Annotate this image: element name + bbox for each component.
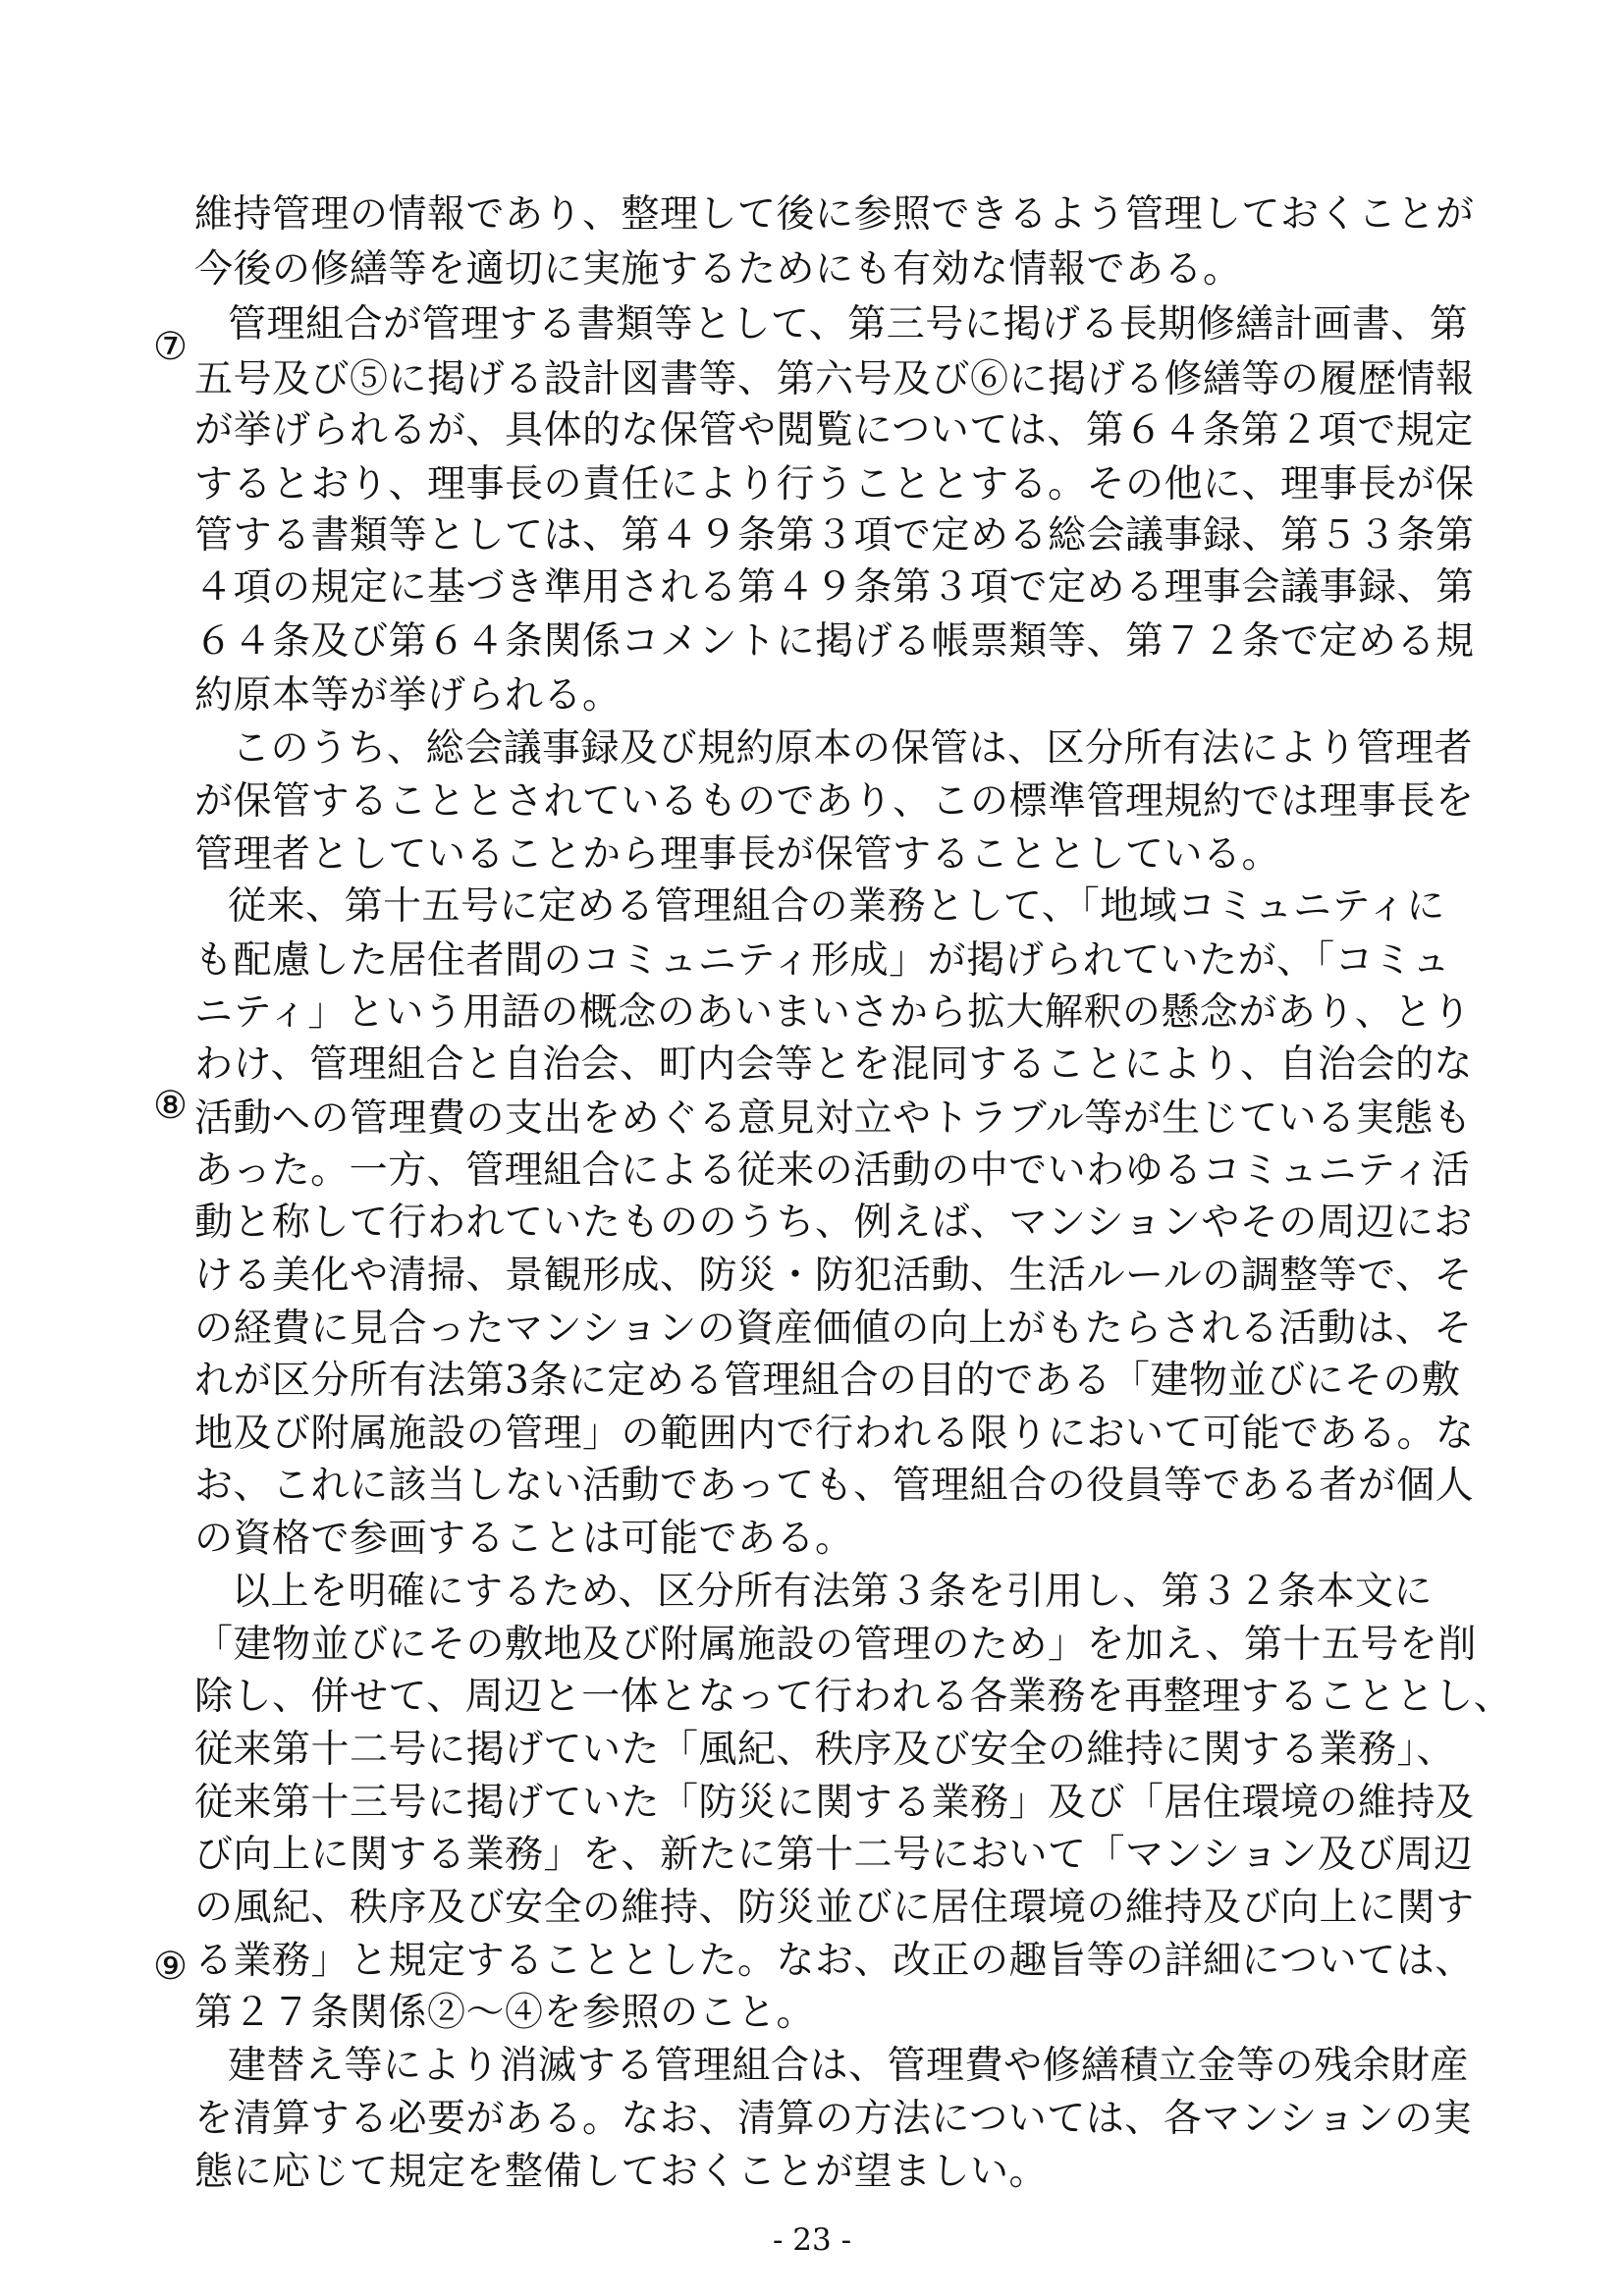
text-line: れが区分所有法第3条に定める管理組合の目的である「建物並びにその敷 <box>194 1359 1461 1403</box>
page-number: - 23 - <box>772 2222 852 2258</box>
text-line: 管する書類等としては、第４９条第３項で定める総会議事録、第５３条第 <box>194 513 1475 558</box>
text-line: ６４条及び第６４条関係コメントに掲げる帳票類等、第７２条で定める規 <box>194 619 1475 664</box>
text-line: も配慮した居住者間のコミュニティ形成」が掲げられていたが、「コミュ <box>194 938 1451 983</box>
text-line: 従来第十三号に掲げていた「防災に関する業務」及び「居住環境の維持及 <box>194 1781 1475 1825</box>
text-line: る業務」と規定することとした。なお、改正の趣旨等の詳細については、 <box>194 1939 1474 1983</box>
text-line: 五号及び⑤に掲げる設計図書等、第六号及び⑥に掲げる修繕等の履歴情報 <box>194 357 1475 401</box>
text-line: 管理組合が管理する書類等として、第三号に掲げる長期修繕計画書、第 <box>228 302 1469 347</box>
text-line: あった。一方、管理組合による従来の活動の中でいわゆるコミュニティ活 <box>194 1148 1471 1193</box>
text-line: 以上を明確にするため、区分所有法第３条を引用し、第３２条本文に <box>232 1570 1433 1614</box>
text-line: が保管することとされているものであり、この標準管理規約では理事長を <box>194 779 1475 824</box>
text-line: の経費に見合ったマンションの資産価値の向上がもたらされる活動は、そ <box>194 1307 1473 1351</box>
item-number-9: ⑨ <box>153 1945 188 1989</box>
text-line: わけ、管理組合と自治会、町内会等とを混同することにより、自治会的な <box>194 1042 1473 1087</box>
text-line: 地及び附属施設の管理」の範囲内で行われる限りにおいて可能である。な <box>194 1412 1475 1456</box>
text-line: の風紀、秩序及び安全の維持、防災並びに居住環境の維持及び向上に関す <box>194 1886 1475 1930</box>
text-line: 従来第十二号に掲げていた「風紀、秩序及び安全の維持に関する業務」、 <box>194 1728 1456 1772</box>
text-line: ニティ」という用語の概念のあいまいさから拡大解釈の懸念があり、とり <box>194 990 1472 1035</box>
item-number-7: ⑦ <box>153 325 188 369</box>
text-line: び向上に関する業務」を、新たに第十二号において「マンション及び周辺 <box>194 1833 1473 1877</box>
text-line: するとおり、理事長の責任により行うこととする。その他に、理事長が保 <box>194 462 1475 507</box>
text-line: 維持管理の情報であり、整理して後に参照できるよう管理しておくことが <box>194 192 1475 237</box>
text-line: 今後の修繕等を適切に実施するためにも有効な情報である。 <box>194 247 1242 292</box>
text-line: が挙げられるが、具体的な保管や閲覧については、第６４条第２項で規定 <box>194 408 1474 453</box>
text-line: お、これに該当しない活動であっても、管理組合の役員等である者が個人 <box>194 1464 1475 1508</box>
text-line: 動と称して行われていたもののうち、例えば、マンションやその周辺にお <box>194 1201 1473 1245</box>
item-number-8: ⑧ <box>153 1084 188 1128</box>
text-line: 建替え等により消滅する管理組合は、管理費や修繕積立金等の残余財産 <box>228 2044 1470 2088</box>
text-line: このうち、総会議事録及び規約原本の保管は、区分所有法により管理者 <box>232 726 1474 771</box>
text-line: 約原本等が挙げられる。 <box>194 673 622 718</box>
text-line: を清算する必要がある。なお、清算の方法については、各マンションの実 <box>194 2097 1472 2141</box>
text-line: の資格で参画することは可能である。 <box>194 1517 854 1561</box>
text-line: 除し、併せて、周辺と一体となって行われる各業務を再整理することとし、 <box>194 1675 1513 1719</box>
text-line: 態に応じて規定を整備しておくことが望ましい。 <box>194 2150 1049 2194</box>
text-line: ける美化や清掃、景観形成、防災・防犯活動、生活ルールの調整等で、そ <box>194 1254 1473 1298</box>
text-line: 従来、第十五号に定める管理組合の業務として、「地域コミュニティに <box>228 884 1445 929</box>
text-line: ４項の規定に基づき準用される第４９条第３項で定める理事会議事録、第 <box>194 565 1475 610</box>
text-line: 活動への管理費の支出をめぐる意見対立やトラブル等が生じている実態も <box>194 1096 1473 1141</box>
text-line: 「建物並びにその敷地及び附属施設の管理のため」を加え、第十五号を削 <box>194 1623 1477 1667</box>
text-line: 第２７条関係②～④を参照のこと。 <box>194 1991 816 2035</box>
text-line: 管理者としていることから理事長が保管することとしている。 <box>194 832 1281 877</box>
